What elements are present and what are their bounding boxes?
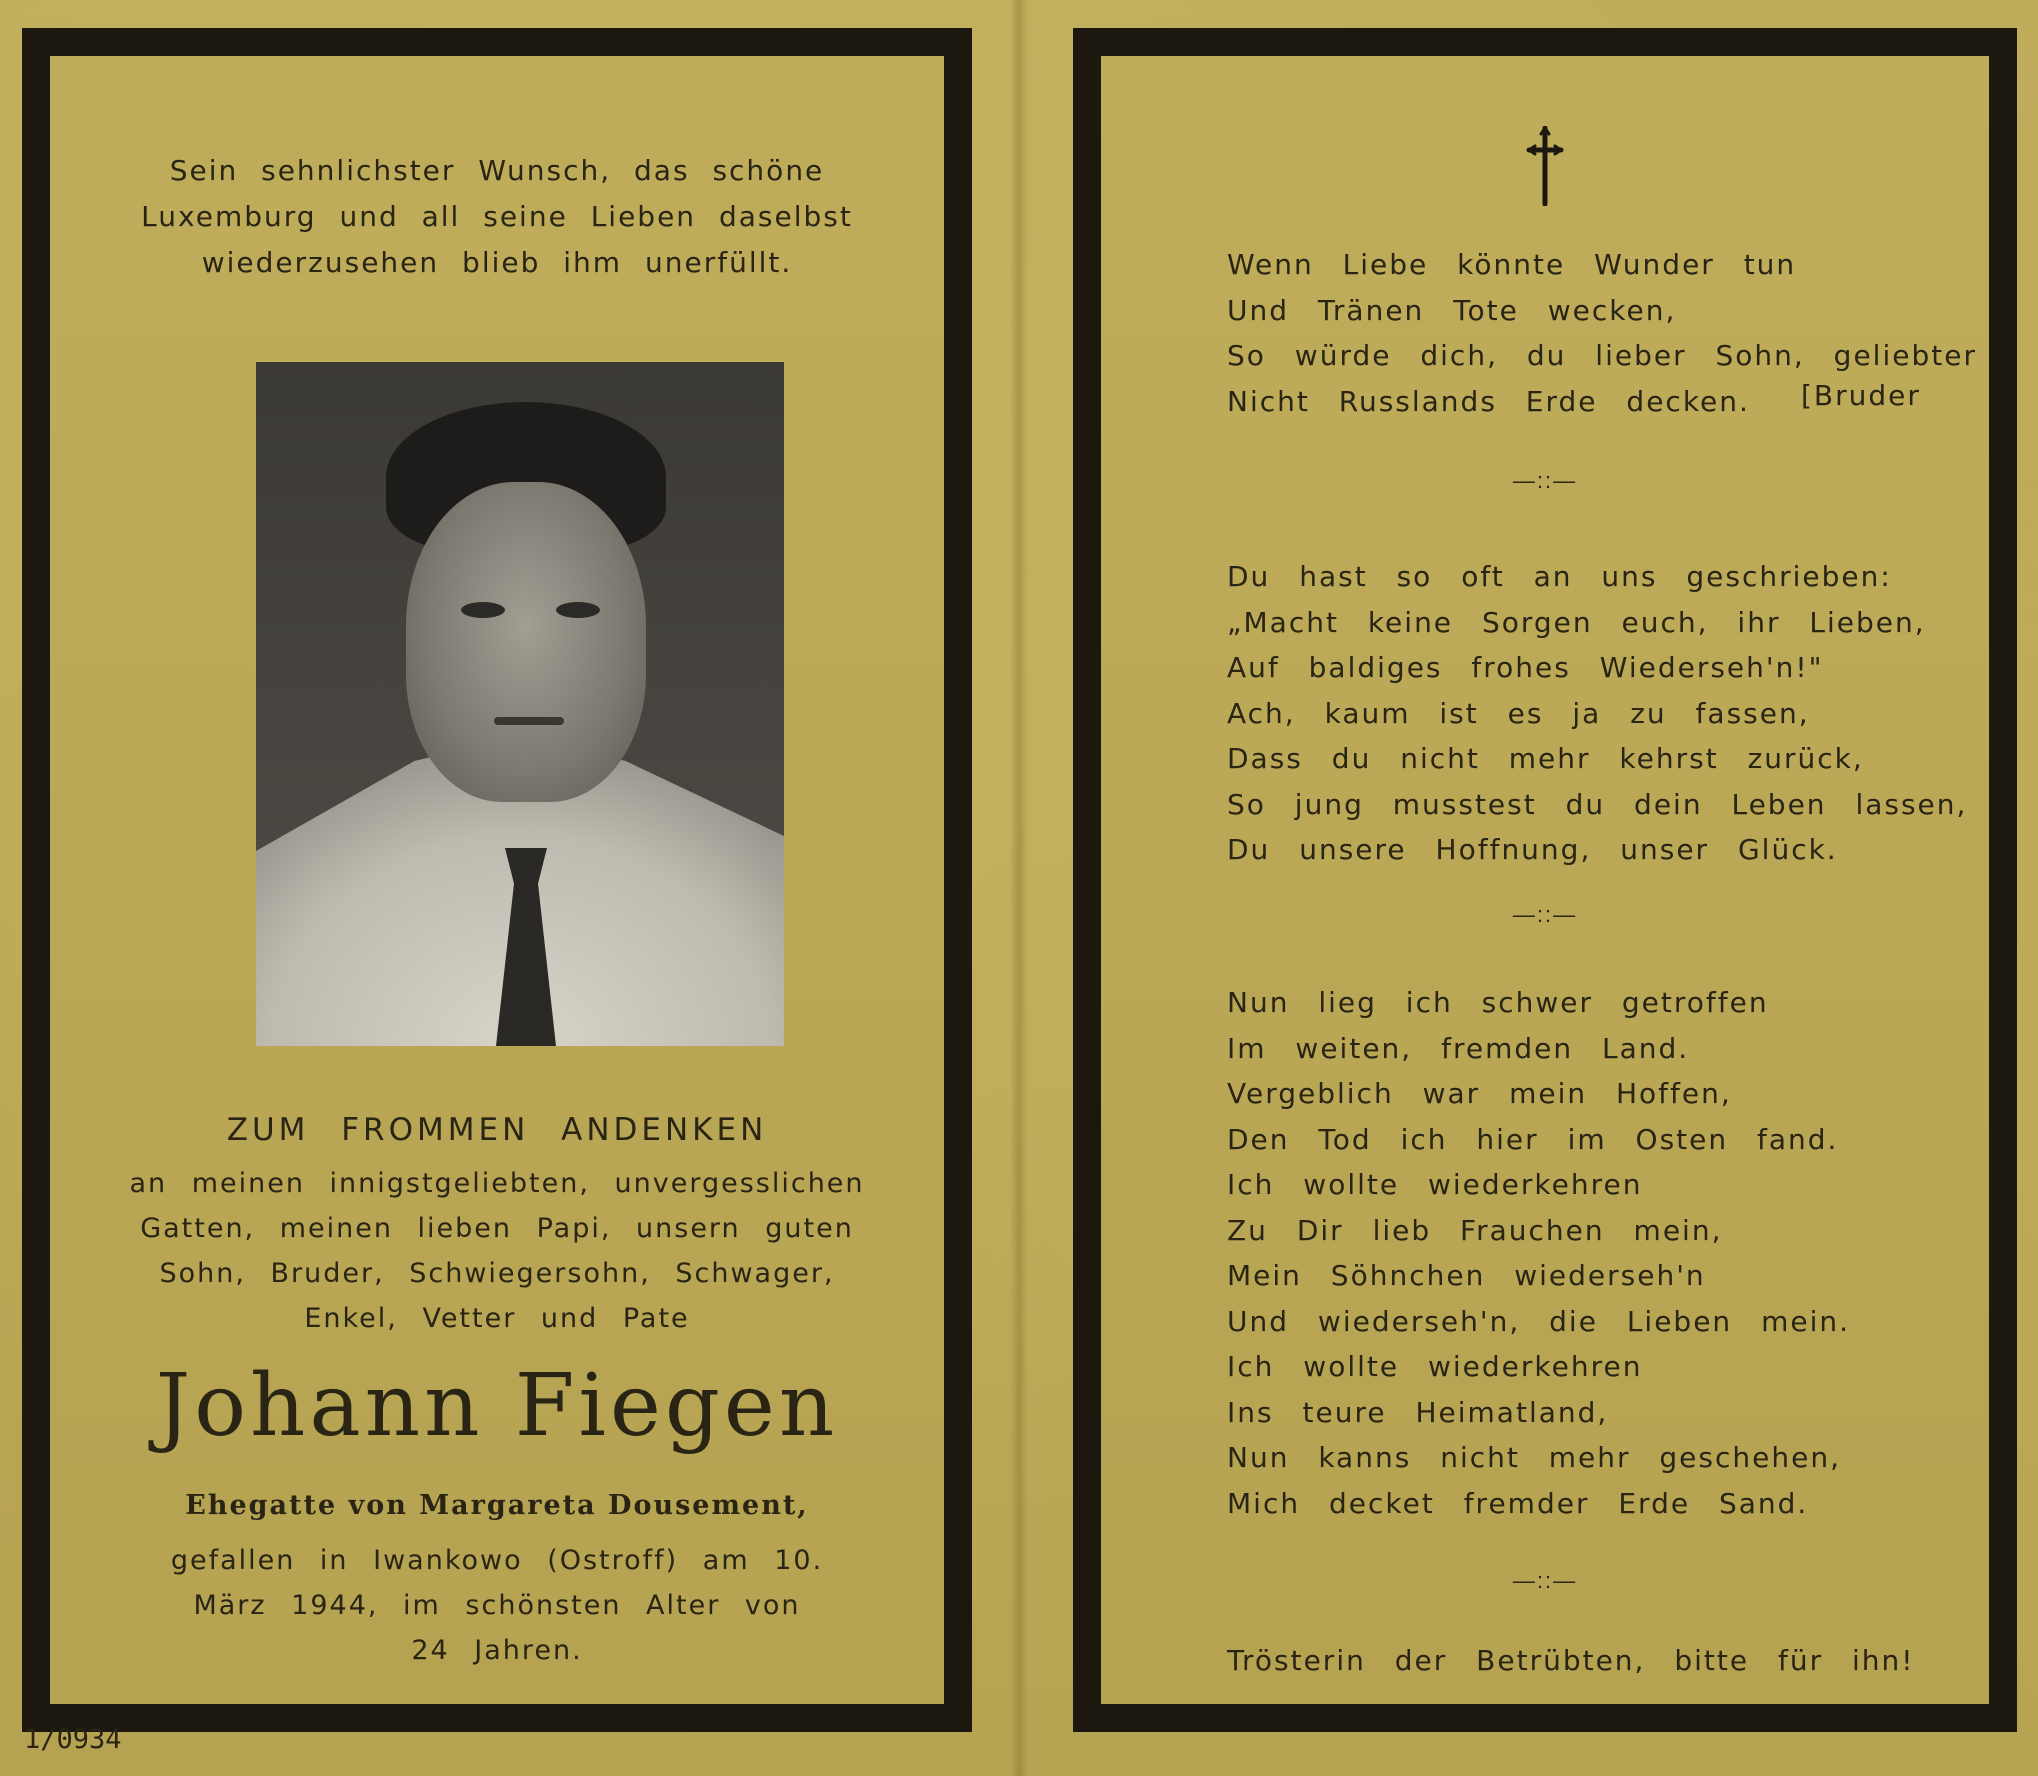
dedication-line: Gatten, meinen lieben Papi, unsern guten — [140, 1213, 854, 1244]
poem-line: Nun kanns nicht mehr geschehen, — [1227, 1441, 1841, 1474]
cross-icon — [1525, 126, 1565, 206]
stanza-divider: —::— — [1512, 1568, 1578, 1593]
poem-line: So würde dich, du lieber Sohn, geliebter — [1227, 339, 1977, 372]
poem-line: So jung musstest du dein Leben lassen, — [1227, 787, 1968, 821]
portrait-face — [406, 482, 646, 802]
portrait-eye — [556, 602, 600, 618]
poem-line: Auf baldiges frohes Wiederseh'n!" — [1227, 651, 1824, 684]
dedication-line: Sohn, Bruder, Schwiegersohn, Schwager, — [159, 1258, 835, 1289]
stanza-divider: —::— — [1512, 902, 1578, 927]
poem-line: Wenn Liebe könnte Wunder tun — [1227, 248, 1797, 281]
poem-line: Mich decket fremder Erde Sand. — [1227, 1486, 1809, 1520]
prayer-line: Trösterin der Betrübten, bitte für ihn! — [1227, 1644, 1915, 1677]
dedication-line: an meinen innigstgeliebten, unvergesslichen — [129, 1168, 865, 1199]
stanza-divider: —::— — [1512, 468, 1578, 493]
dedication-text — [50, 1161, 944, 1341]
bruder-note: [Bruder — [1801, 379, 1921, 412]
right-panel — [1073, 28, 2017, 1732]
poem-line: Ich wollte wiederkehren — [1227, 1168, 1643, 1201]
poem-line: Ach, kaum ist es ja zu fassen, — [1227, 696, 1810, 730]
death-details — [50, 1538, 944, 1673]
intro-text — [50, 148, 944, 286]
poem-line: Vergeblich war mein Hoffen, — [1227, 1077, 1732, 1110]
deceased-name: Johann Fiegen — [155, 1356, 839, 1456]
intro-line: Luxemburg und all seine Lieben daselbst — [141, 200, 853, 233]
poem-line: Dass du nicht mehr kehrst zurück, — [1227, 742, 1864, 775]
card-fold — [1010, 0, 1028, 1776]
poem-line: Und wiederseh'n, die Lieben mein. — [1227, 1304, 1850, 1338]
poem-line: Zu Dir lieb Frauchen mein, — [1227, 1213, 1723, 1247]
dedication-line: Enkel, Vetter und Pate — [304, 1303, 690, 1334]
intro-line: wiederzusehen blieb ihm unerfüllt. — [201, 246, 793, 279]
portrait-mouth — [494, 717, 564, 725]
poem-line: Du unsere Hoffnung, unser Glück. — [1227, 833, 1838, 866]
death-line: 24 Jahren. — [411, 1635, 583, 1666]
poem-line: Ich wollte wiederkehren — [1227, 1350, 1643, 1383]
spouse-line: Ehegatte von Margareta Dousement, — [185, 1490, 809, 1521]
poem-line: „Macht keine Sorgen euch, ihr Lieben, — [1227, 605, 1926, 639]
intro-line: Sein sehnlichster Wunsch, das schöne — [169, 154, 825, 187]
portrait-eye — [461, 602, 505, 618]
poem-line: Ins teure Heimatland, — [1227, 1395, 1609, 1429]
poem-line: Und Tränen Tote wecken, — [1227, 293, 1677, 327]
memorial-heading: ZUM FROMMEN ANDENKEN — [226, 1112, 768, 1148]
poem-line: Nun lieg ich schwer getroffen — [1227, 986, 1769, 1019]
archive-number: 1/0934 — [24, 1724, 122, 1755]
poem-line: Den Tod ich hier im Osten fand. — [1227, 1122, 1839, 1156]
poem-line: Mein Söhnchen wiederseh'n — [1227, 1259, 1706, 1292]
poem-line: Du hast so oft an uns geschrieben: — [1227, 560, 1892, 593]
death-line: gefallen in Iwankowo (Ostroff) am 10. — [170, 1545, 824, 1576]
poem-stanza-2 — [1227, 554, 1967, 873]
left-panel — [22, 28, 972, 1732]
poem-stanza-3 — [1227, 980, 1967, 1526]
poem-line: Nicht Russlands Erde decken. — [1227, 384, 1750, 418]
poem-line: Im weiten, fremden Land. — [1227, 1031, 1690, 1065]
death-line: März 1944, im schönsten Alter von — [193, 1590, 801, 1621]
portrait-photo — [256, 362, 784, 1046]
